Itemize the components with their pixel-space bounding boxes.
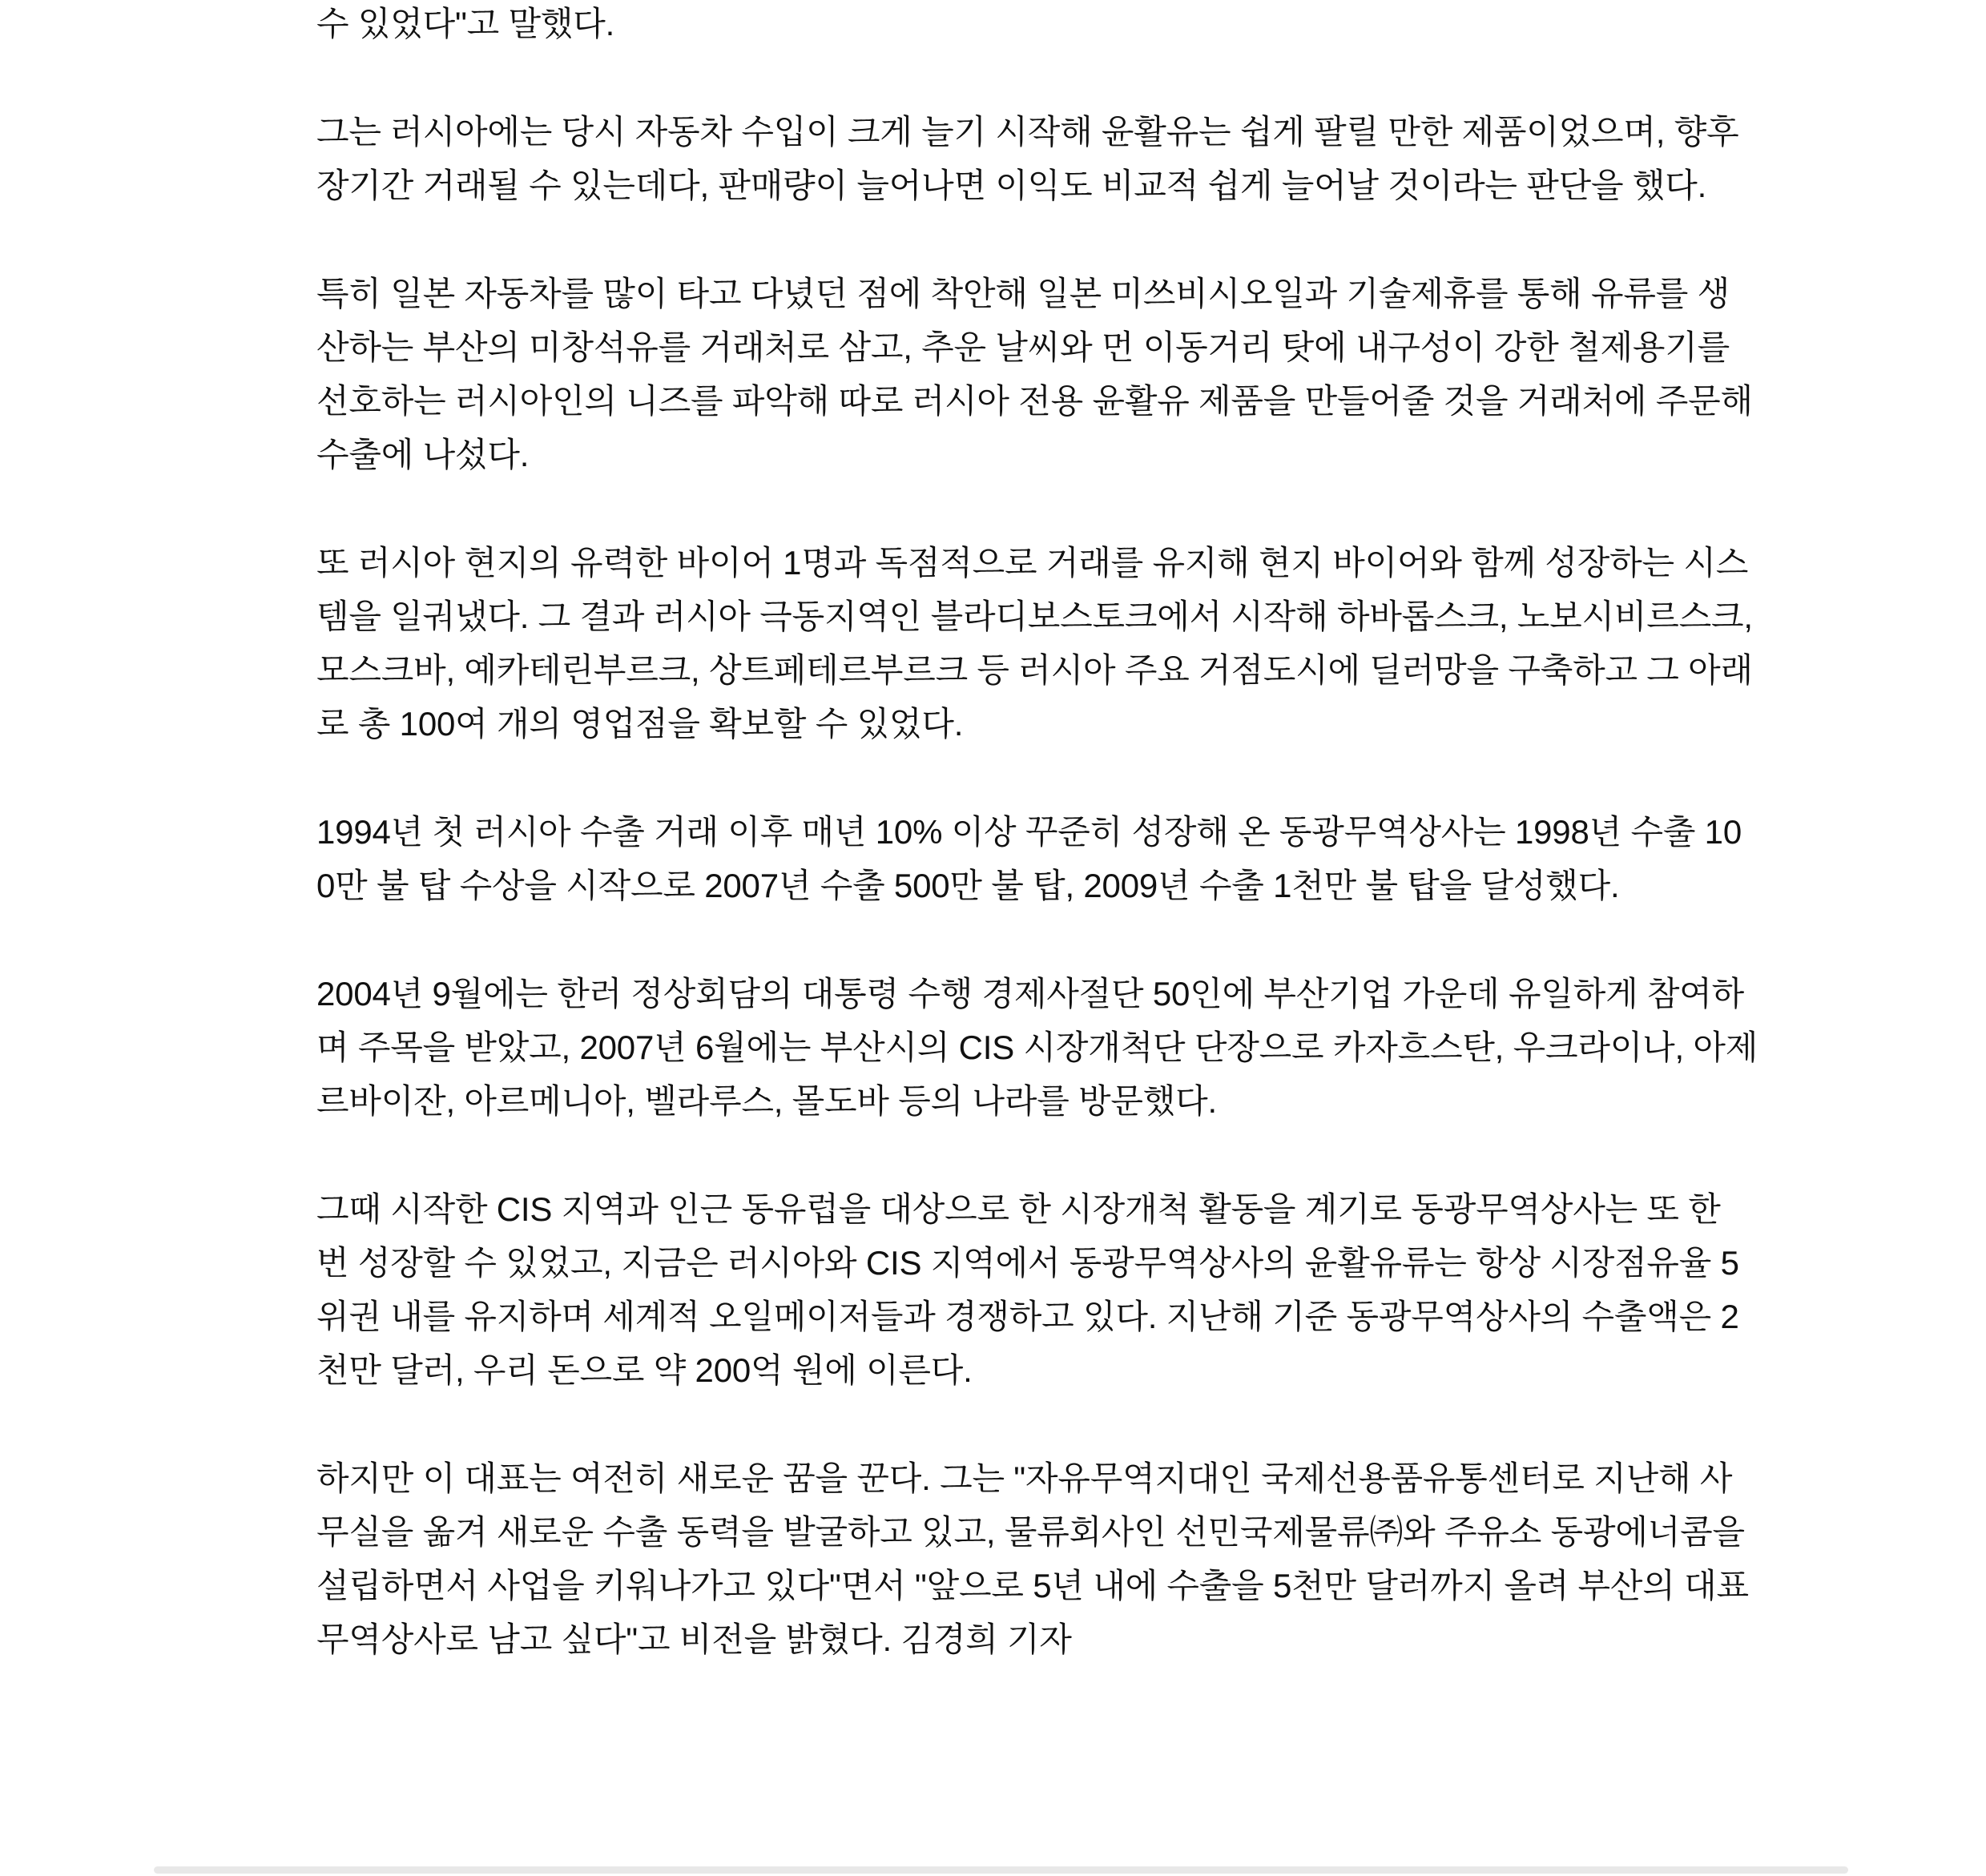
bottom-divider bbox=[154, 1866, 1848, 1874]
article-paragraph: 수 있었다"고 말했다. bbox=[316, 5, 615, 42]
article-paragraph: 2004년 9월에는 한러 정상회담의 대통령 수행 경제사절단 50인에 부산기업 가운데 유일하게 참여하며 주목을 받았고, 2007년 6월에는 부산시의 CIS 시장개척단 단장으로 카자흐스탄, 우크라이나, 아제르바이잔, 아르메니아, 벨라루스, 몰도바 등의 나라를 방문했다. bbox=[316, 975, 1758, 1120]
article-paragraph: 그는 러시아에는 당시 자동차 수입이 크게 늘기 시작해 윤활유는 쉽게 팔릴 만한 제품이었으며, 향후 장기간 거래될 수 있는데다, 판매량이 늘어나면 이익도 비교적 쉽게 늘어날 것이라는 판단을 했다. bbox=[316, 113, 1739, 204]
article-paragraph: 특히 일본 자동차를 많이 타고 다녔던 점에 착안해 일본 미쓰비시오일과 기술제휴를 통해 유류를 생산하는 부산의 미창석유를 거래처로 삼고, 추운 날씨와 먼 이동거리 탓에 내구성이 강한 철제용기를 선호하는 러시아인의 니즈를 파악해 따로 러시아 전용 윤활유 제품을 만들어줄 것을 거래처에 주문해 수출에 나섰다. bbox=[316, 275, 1753, 473]
article-paragraph: 1994년 첫 러시아 수출 거래 이후 매년 10% 이상 꾸준히 성장해 온 동광무역상사는 1998년 수출 100만 불 탑 수상을 시작으로 2007년 수출 500만 불 탑, 2009년 수출 1천만 불 탑을 달성했다. bbox=[316, 813, 1742, 904]
article-paragraph: 그때 시작한 CIS 지역과 인근 동유럽을 대상으로 한 시장개척 활동을 계기로 동광무역상사는 또 한 번 성장할 수 있었고, 지금은 러시아와 CIS 지역에서 동광무역상사의 윤활유류는 항상 시장점유율 5위권 내를 유지하며 세계적 오일메이저들과 경쟁하고 있다. 지난해 기준 동광무역상사의 수출액은 2천만 달러, 우리 돈으로 약 200억 원에 이른다. bbox=[316, 1190, 1739, 1389]
article-body bbox=[316, 0, 1758, 1721]
article-paragraph: 또 러시아 현지의 유력한 바이어 1명과 독점적으로 거래를 유지해 현지 바이어와 함께 성장하는 시스템을 일궈냈다. 그 결과 러시아 극동지역인 블라디보스토크에서 시작해 하바롭스크, 노보시비르스크, 모스크바, 예카테린부르크, 상트페테르부르크 등 러시아 주요 거점도시에 딜러망을 구축하고 그 아래로 총 100여 개의 영업점을 확보할 수 있었다. bbox=[316, 544, 1753, 743]
article-paragraph: 하지만 이 대표는 여전히 새로운 꿈을 꾼다. 그는 "자유무역지대인 국제선용품유통센터로 지난해 사무실을 옮겨 새로운 수출 동력을 발굴하고 있고, 물류회사인 선민국제물류㈜와 주유소 동광에너콤을 설립하면서 사업을 키워나가고 있다"면서 "앞으로 5년 내에 수출을 5천만 달러까지 올려 부산의 대표 무역상사로 남고 싶다"고 비전을 밝혔다. 김경희 기자 bbox=[316, 1459, 1749, 1658]
